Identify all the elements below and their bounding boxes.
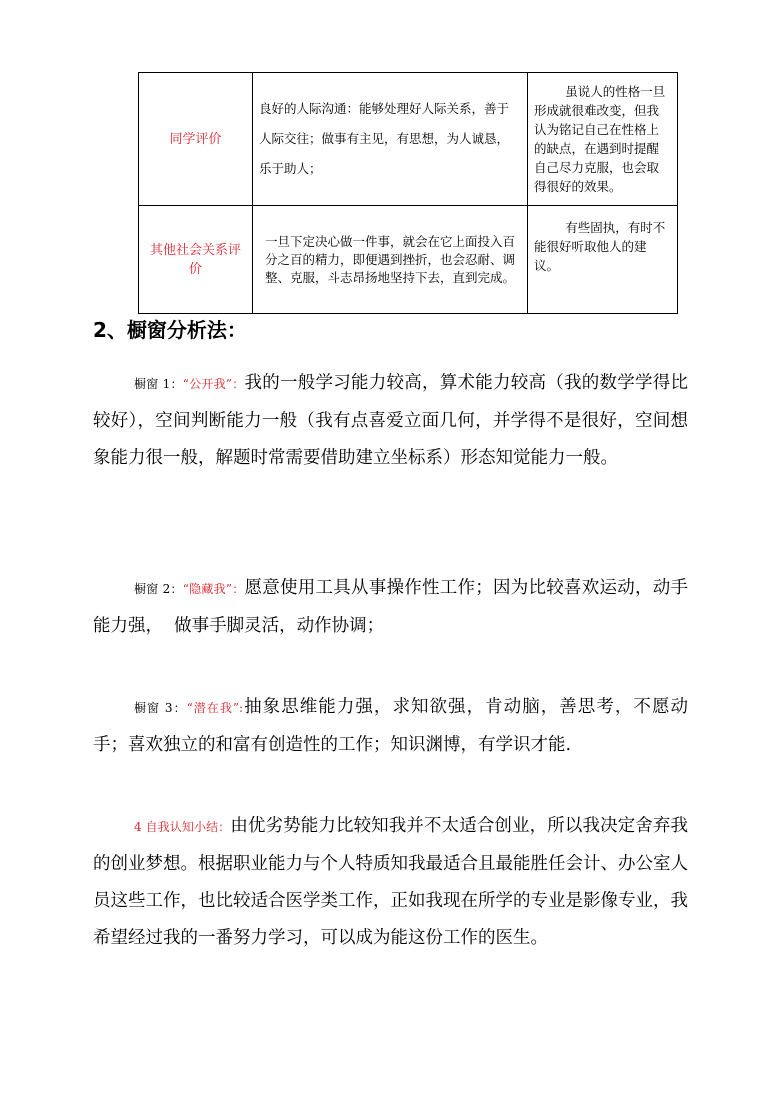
summary-paragraph: [93, 808, 688, 957]
window-text: 抽象思维能力强，求知欲强，肯动脑，善思考，不愿动手；喜欢独立的和富有创造性的工作；知识渊博，有学识才能.: [93, 697, 688, 755]
section-heading: 2、橱窗分析法：: [93, 318, 247, 342]
table-row: [139, 206, 678, 314]
row-evaluation: 一旦下定决心做一件事，就会在它上面投入百分之百的精力，即便遇到挫折，也会忍耐、调整、克服，斗志昂扬地坚持下去，直到完成。: [253, 206, 528, 314]
row-reflection: 虽说人的性格一旦形成就很难改变，但我认为铭记自己在性格上的缺点，在遇到时提醒自己尽力克服，也会取得很好的效果。: [528, 73, 678, 206]
window-prefix: 橱窗 2：: [134, 582, 183, 596]
window-text: 愿意使用工具从事操作性工作；因为比较喜欢运动，动手能力强， 做事手脚灵活，动作协调；: [93, 578, 688, 636]
window-prefix: 橱窗 1：: [134, 377, 183, 391]
row-label: 同学评价: [139, 73, 253, 206]
row-evaluation: 良好的人际沟通：能够处理好人际关系，善于人际交往；做事有主见，有思想，为人诚恳，乐于助人；: [253, 73, 528, 206]
summary-tag: 4 自我认知小结：: [134, 820, 231, 834]
row-reflection: 有些固执，有时不能很好听取他人的建议。: [528, 206, 678, 314]
window-tag: “公开我”：: [182, 377, 245, 391]
window-tag: “潜在我”:: [186, 701, 244, 715]
window-text: 我的一般学习能力较高，算术能力较高（我的数学学得比较好），空间判断能力一般（我有点喜爱立面几何，并学得不是很好，空间想象能力很一般，解题时常需要借助建立坐标系）形态知觉能力一般。: [93, 373, 688, 468]
row-label: 其他社会关系评价: [139, 206, 253, 314]
window-prefix: 橱窗 3：: [134, 701, 187, 715]
window-paragraph: [93, 365, 688, 477]
window-paragraph: [93, 570, 688, 645]
window-paragraph: [93, 689, 688, 764]
evaluation-table: [138, 72, 678, 314]
table-row: [139, 73, 678, 206]
window-tag: “隐藏我”：: [182, 582, 245, 596]
summary-text: 由优劣势能力比较知我并不太适合创业，所以我决定舍弃我的创业梦想。根据职业能力与个人特质知我最适合且最能胜任会计、办公室人员这些工作，也比较适合医学类工作，正如我现在所学的专业是影像专业，我希望经过我的一番努力学习，可以成为能这份工作的医生。: [93, 816, 688, 948]
